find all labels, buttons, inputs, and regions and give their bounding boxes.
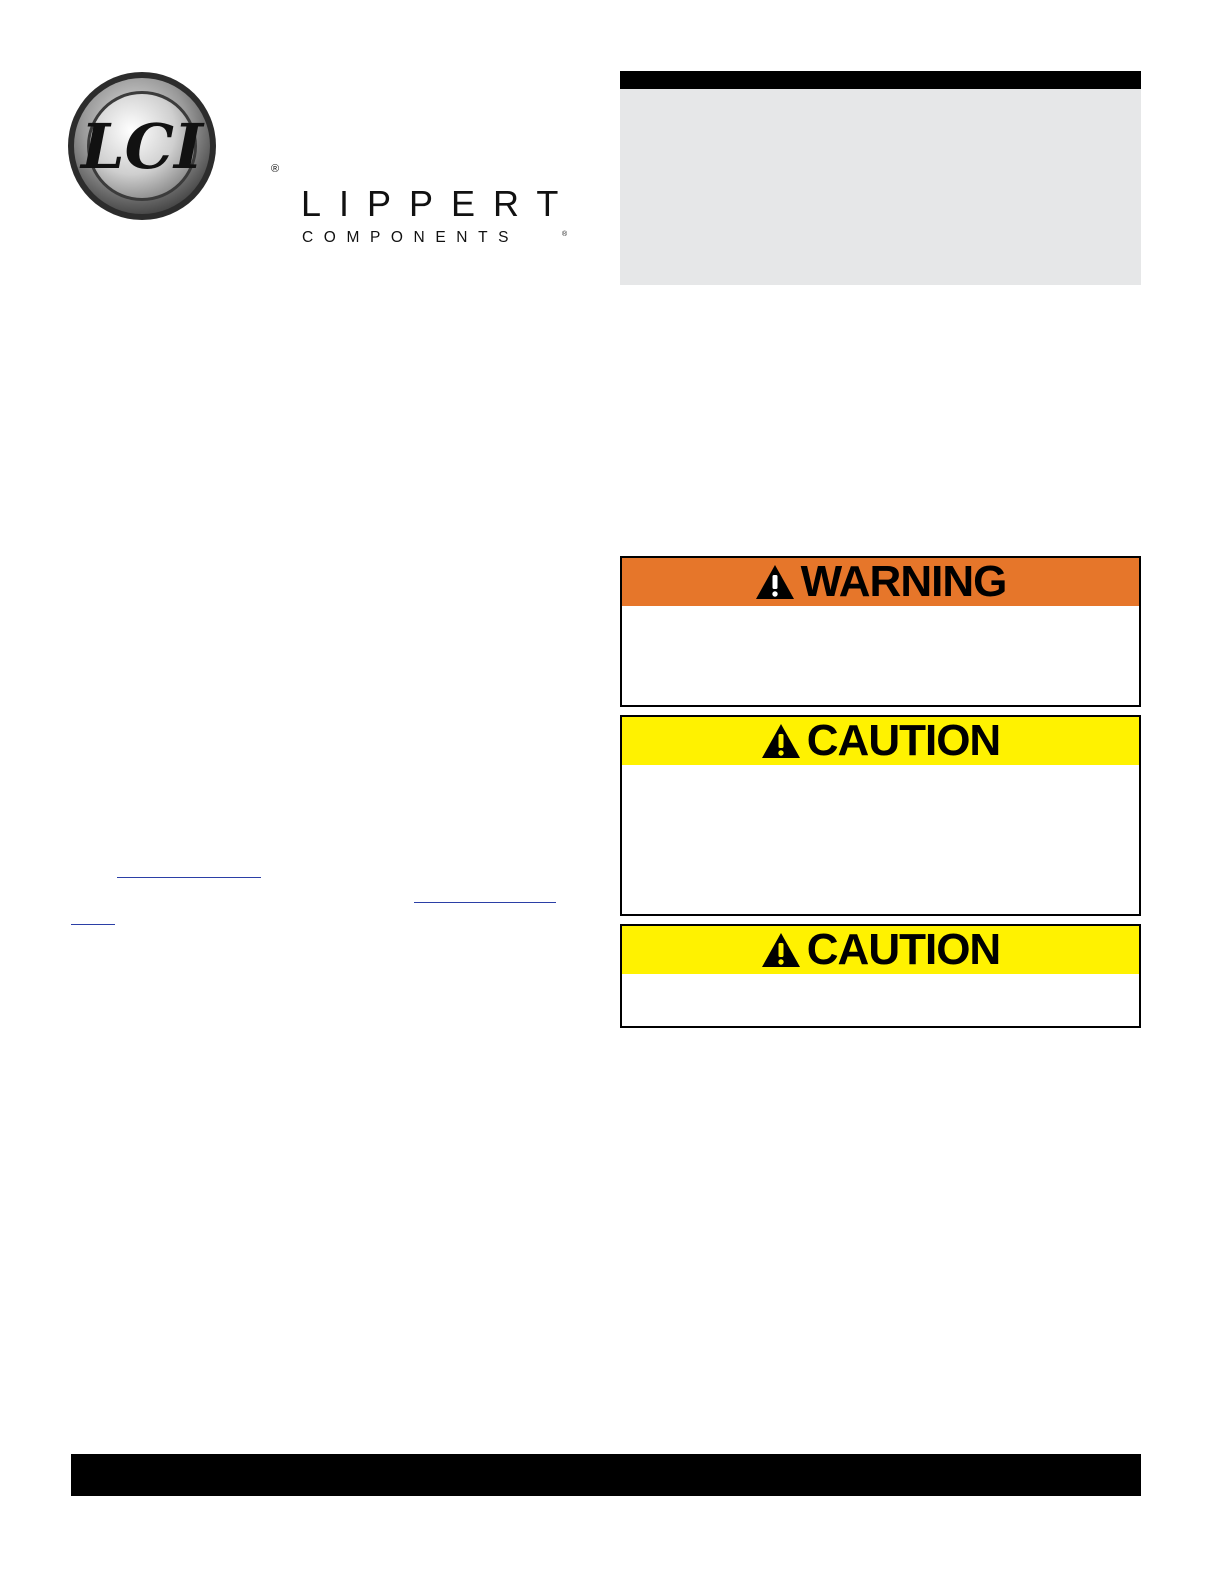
caution-notice xyxy=(620,715,1141,916)
footer-bar xyxy=(71,1454,1141,1496)
warning-triangle-icon xyxy=(755,564,795,600)
hyperlink[interactable] xyxy=(414,902,556,903)
header-title-band xyxy=(620,71,1141,89)
caution-header xyxy=(622,926,1139,974)
warning-triangle-icon xyxy=(761,932,801,968)
registered-mark-small: ® xyxy=(562,231,568,238)
company-logo xyxy=(68,70,577,246)
hyperlink[interactable] xyxy=(117,877,261,878)
hyperlink[interactable] xyxy=(71,924,115,925)
warning-header xyxy=(622,558,1139,606)
caution-header xyxy=(622,717,1139,765)
brand-name: LIPPERT xyxy=(301,183,577,224)
brand-subtitle: COMPONENTS xyxy=(302,229,520,246)
warning-notice xyxy=(620,556,1141,707)
warning-triangle-icon xyxy=(761,723,801,759)
lci-circle-logo-icon xyxy=(68,70,218,225)
warning-label: WARNING xyxy=(800,557,1007,606)
header-info-box xyxy=(620,89,1141,285)
caution-label: CAUTION xyxy=(806,925,1001,974)
caution-notice xyxy=(620,924,1141,1028)
caution-label: CAUTION xyxy=(806,716,1001,765)
registered-mark: ® xyxy=(271,163,280,175)
logo-monogram: LCI xyxy=(81,110,203,183)
